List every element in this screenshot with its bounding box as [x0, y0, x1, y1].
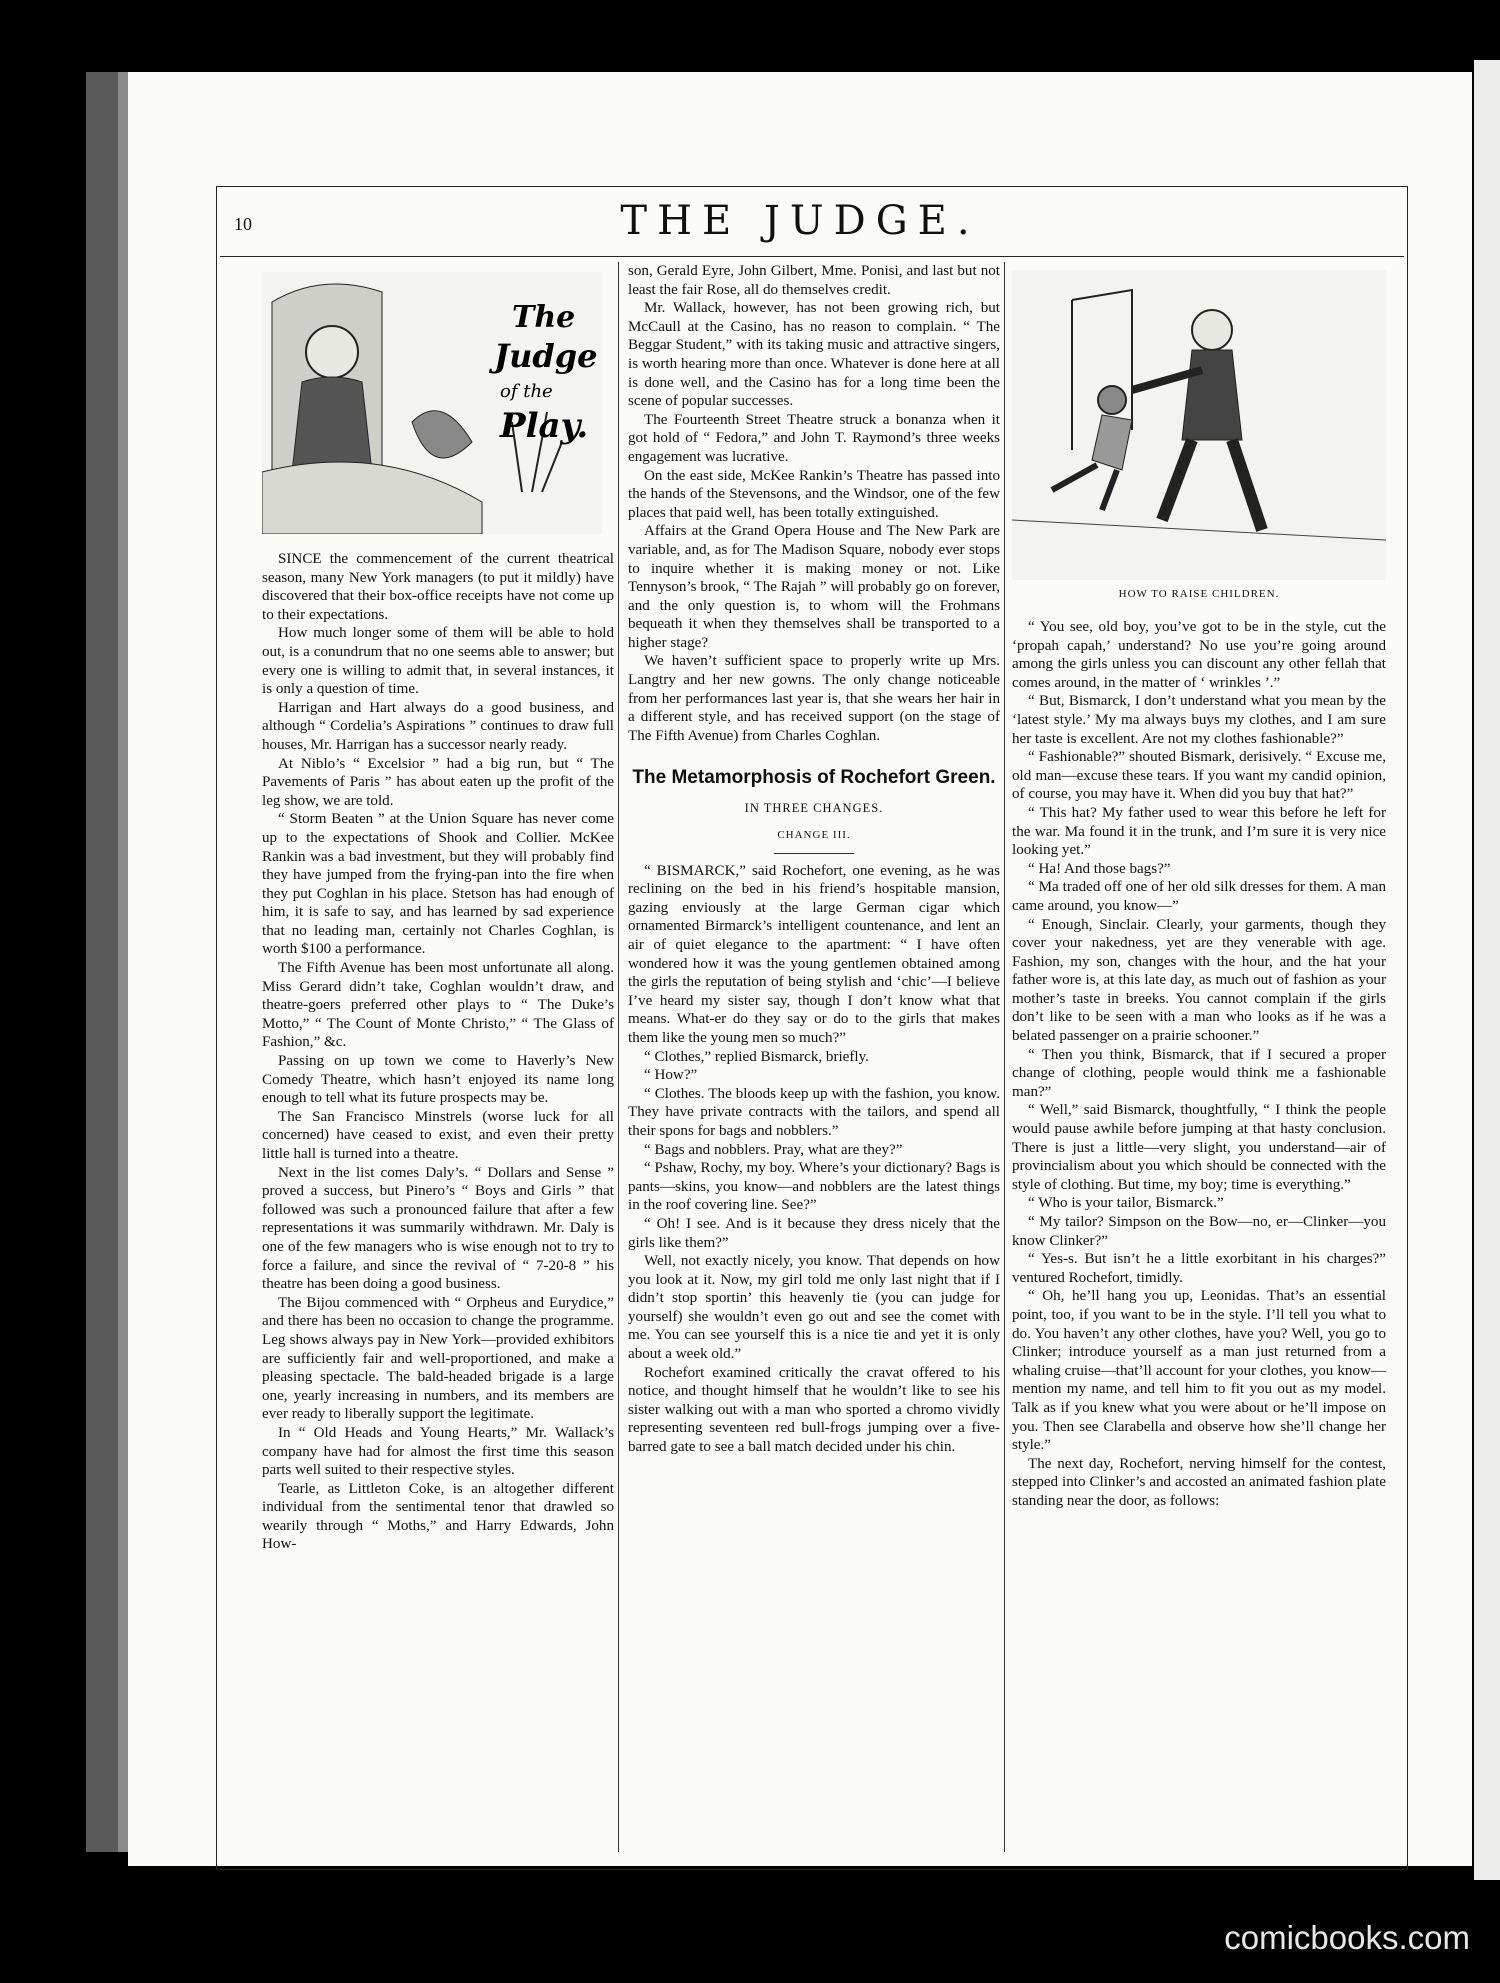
paragraph: Tearle, as Littleton Coke, is an altogether different individual from the sentimental tenor that drawled so wearily through “ Moths,” and Harry Edwards, John How- [262, 1480, 614, 1553]
paragraph: On the east side, McKee Rankin’s Theatre has passed into the hands of the Stevensons, and the Windsor, one of the few places that paid well, has been totally extinguished. [628, 467, 1000, 521]
paragraph: SINCE the commencement of the current theatrical season, many New York managers (to put it mildly) have discovered that their box-office receipts have not come up to their expectations. [262, 551, 614, 623]
story-title: The Metamorphosis of Rochefort Green. [632, 767, 996, 789]
paragraph: The Fifth Avenue has been most unfortunate all along. Miss Gerard didn’t take, Coghlan wouldn’t draw, and theatre-goers preferred other plays to “ The Duke’s Motto,” “ The Count of Monte Christo,” “ The Glass of Fashion,” &c. [262, 960, 614, 1051]
paragraph: Affairs at the Grand Opera House and The New Park are variable, and, as for The Madison Square, nobody ever stops to inquire whether it is making money or not. Like Tennyson’s brook, “ The Rajah ” will probably go on forever, and the only question is, to whom will the Frohmans bequeath it when they themselves shall be transported to a higher stage? [628, 523, 1000, 651]
column-1 [262, 550, 614, 1554]
column-2 [628, 262, 1000, 1457]
paragraph: “ Then you think, Bismarck, that if I secured a proper change of clothing, people would think me a fashionable man?” [1012, 1046, 1386, 1100]
paragraph: “ Ha! And those bags?” [1028, 860, 1171, 877]
column-divider-2 [1004, 262, 1005, 1852]
paragraph: Harrigan and Hart always do a good business, and although “ Cordelia’s Aspirations ” continues to draw full houses, Mr. Harrigan has a successor nearly ready. [262, 699, 614, 753]
title-line-1: The [512, 300, 576, 335]
illustration-drawing [262, 272, 602, 534]
paragraph: Mr. Wallack, however, has not been growing rich, but McCaull at the Casino, has no reason to complain. “ The Beggar Student,” with its taking music and attractive singers, is worth hearing more than once. Whatever is done here at all is done well, and the Casino has for a long time been the scene of popular successes. [628, 300, 1000, 410]
column-divider-1 [618, 262, 619, 1852]
chapter-heading: CHANGE III. [777, 829, 851, 842]
adjacent-page-edge [1474, 60, 1500, 1880]
paragraph: “ My tailor? Simpson on the Bow—no, er—Clinker—you know Clinker?” [1012, 1214, 1386, 1249]
paragraph: “ BISMARCK,” said Rochefort, one evening, as he was reclining on the bed in his friend’s hospitable mansion, gazing enviously at the large German cigar which ornamented Birmarck’s intelligent countenance, and lent an air of quiet elegance to the apartment: “ I have often wondered how it was the young gentlemen obtained among the girls the reputation of being stylish and ‘chic’—I believe I’ve heard my sister say, though I don’t know what that means. What-er do they say or do to the girls that makes them like the young men so much?” [628, 862, 1000, 1046]
story-subtitle: IN THREE CHANGES. [744, 801, 884, 816]
paragraph: “ Oh! I see. And is it because they dress nicely that the girls like them?” [628, 1215, 1000, 1251]
paragraph: The San Francisco Minstrels (worse luck for all concerned) have ceased to exist, and even their pretty little hall is turned into a theatre. [262, 1108, 614, 1162]
chapter-rule [774, 853, 854, 854]
title-line-2: Judge [494, 337, 598, 375]
paragraph: The Fourteenth Street Theatre struck a bonanza when it got hold of “ Fedora,” and John T. Raymond’s three weeks engagement was lucrative. [628, 411, 1000, 465]
paragraph: In “ Old Heads and Young Hearts,” Mr. Wallack’s company have had for almost the first time this season parts well suited to their respective styles. [262, 1424, 614, 1479]
paragraph: “ Fashionable?” shouted Bismark, derisively. “ Excuse me, old man—excuse these tears. If you want my candid opinion, of course, you may have it. When did you buy that hat?” [1012, 749, 1386, 803]
paragraph: “ Clothes. The bloods keep up with the fashion, you know. They have private contracts with the tailors, and spend all their spons for bags and nobblers.” [628, 1085, 1000, 1139]
paragraph: “ How?” [644, 1067, 698, 1084]
illustration-caption: HOW TO RAISE CHILDREN. [1118, 588, 1280, 600]
paragraph: Rochefort examined critically the cravat offered to his notice, and thought himself that he wouldn’t like to see his sister walking out with a man who sported a chromo vividly representing seventeen red bull-frogs jumping over a five-barred gate to see a ball match decided under his chin. [628, 1364, 1000, 1456]
paragraph: “ Pshaw, Rochy, my boy. Where’s your dictionary? Bags is pants—skins, you know—and nobblers are the latest things in the roof covering line. See?” [628, 1160, 1000, 1214]
paragraph: Next in the list comes Daly’s. “ Dollars and Sense ” proved a success, but Pinero’s “ Boys and Girls ” that followed was such a pronounced failure that after a few representations it was summarily withdrawn. Mr. Daly is one of the few managers who is wise enough not to try to force a failure, and since the revival of “ 7-20-8 ” his theatre has been doing a good business. [262, 1164, 614, 1293]
paragraph: “ Enough, Sinclair. Clearly, your garments, though they cover your nakedness, yet are they venerable with age. Fashion, my son, changes with the hour, and the hat your father wore is, at this late day, as much out of fashion as your mother’s taste in breeks. You cannot complain if the girls don’t like to be seen with a man who looks as if he was a belated passenger on a prairie schooner.” [1012, 916, 1386, 1045]
paragraph: Passing on up town we come to Haverly’s New Comedy Theatre, which hasn’t enjoyed its name long enough to tell what its future prospects may be. [262, 1053, 614, 1107]
paragraph: “ Oh, he’ll hang you up, Leonidas. That’s an essential point, too, if you want to be in the style. I’ll tell you what to do. You haven’t any other clothes, have you? Well, you go to Clinker; introduce yourself as a man just returned from a whaling cruise—that’ll account for your clothes, you know—mention my name, and tell him to fit you out as my model. Talk as if you knew what you were about or he’ll impose on you. Then see Clarabella and observe how she’ll change her style.” [1012, 1288, 1386, 1454]
page-number: 10 [234, 214, 252, 234]
paragraph: “ Who is your tailor, Bismarck.” [1028, 1195, 1224, 1212]
paragraph: “ But, Bismarck, I don’t understand what you mean by the ‘latest style.’ My ma always buys my clothes, and I am sure her taste is excellent. Are not my clothes fashionable?” [1012, 693, 1386, 747]
paragraph: “ Clothes,” replied Bismarck, briefly. [644, 1048, 869, 1065]
book-binding [86, 72, 122, 1852]
paragraph: “ Bags and nobblers. Pray, what are they?” [644, 1141, 903, 1158]
masthead-rule [220, 256, 1404, 257]
title-line-3: of the [500, 381, 553, 402]
paragraph: Well, not exactly nicely, you know. That depends on how you look at it. Now, my girl told me only last night that if I didn’t stop sportin’ this heavenly tie (you can judge for yourself) she wouldn’t even go out and see the comet with me. You can see yourself this is a nice tie and yet it is only about a week old.” [628, 1253, 1000, 1363]
illustration-drawing [1012, 270, 1386, 580]
paragraph: “ Well,” said Bismarck, thoughtfully, “ I think the people would pause awhile before jumping at that hasty conclusion. There is just a little—very slight, you understand—air of provincialism about you which should be connected with the style of clothing. But time, my boy; time is everything.” [1012, 1102, 1386, 1193]
paragraph: “ Storm Beaten ” at the Union Square has never come up to the expectations of Shook and Collier. McKee Rankin was a bad investment, but they will probably find they have jumped from the frying-pan into the fire when they put Coghlan in his place. Stetson has had enough of him, it is safe to say, and has learned by sad experience that no leading man, certainly not Charles Coghlan, is worth $100 a performance. [262, 811, 614, 958]
paragraph: We haven’t sufficient space to properly write up Mrs. Langtry and her new gowns. The only change noticeable from her performances last year is, that she wears her hair in a different style, and has received support (on the stage of The Fifth Avenue) from Charles Coghlan. [628, 653, 1000, 744]
paragraph: How much longer some of them will be able to hold out, is a conundrum that no one seems able to answer; but every one is willing to admit that, in several instances, it is only a question of time. [262, 625, 614, 698]
masthead: THE JUDGE. [620, 198, 980, 244]
paragraph: The next day, Rochefort, nerving himself for the contest, stepped into Clinker’s and accosted an animated fashion plate standing near the door, as follows: [1012, 1455, 1386, 1509]
how-to-raise-children-illustration [1012, 270, 1386, 580]
paragraph: “ Ma traded off one of her old silk dresses for them. A man came around, you know—” [1012, 879, 1386, 914]
paragraph: “ This hat? My father used to wear this before he left for the war. Ma found it in the trunk, and I’m sure it is very nice looking yet.” [1012, 804, 1386, 859]
judge-of-the-play-illustration [262, 272, 602, 534]
paragraph: At Niblo’s “ Excelsior ” had a big run, but “ The Pavements of Paris ” has about eaten up the profit of the leg show, we are told. [262, 755, 614, 809]
paragraph: The Bijou commenced with “ Orpheus and Eurydice,” and there has been no occasion to change the programme. Leg shows always pay in New York—provided exhibitors are sufficiently fair and well-proportioned, and make a pleasing spectacle. The bald-headed brigade is a large one, yearly increasing in numbers, and its members are ever ready to liberally support the legitimate. [262, 1294, 614, 1423]
column-3 [1012, 618, 1386, 1511]
paragraph: “ Yes-s. But isn’t he a little exorbitant in his charges?” ventured Rochefort, timidly. [1012, 1251, 1386, 1286]
title-line-4: Play. [500, 406, 589, 446]
paragraph: “ You see, old boy, you’ve got to be in the style, cut the ‘propah capah,’ understand? No use you’re going around among the girls unless you can discount any other fellah that comes around, in the matter of ‘ wrinkles ’.” [1012, 619, 1386, 691]
paragraph: son, Gerald Eyre, John Gilbert, Mme. Ponisi, and last but not least the fair Rose, all do themselves credit. [628, 263, 1000, 298]
watermark: comicbooks.com [1224, 1919, 1470, 1956]
